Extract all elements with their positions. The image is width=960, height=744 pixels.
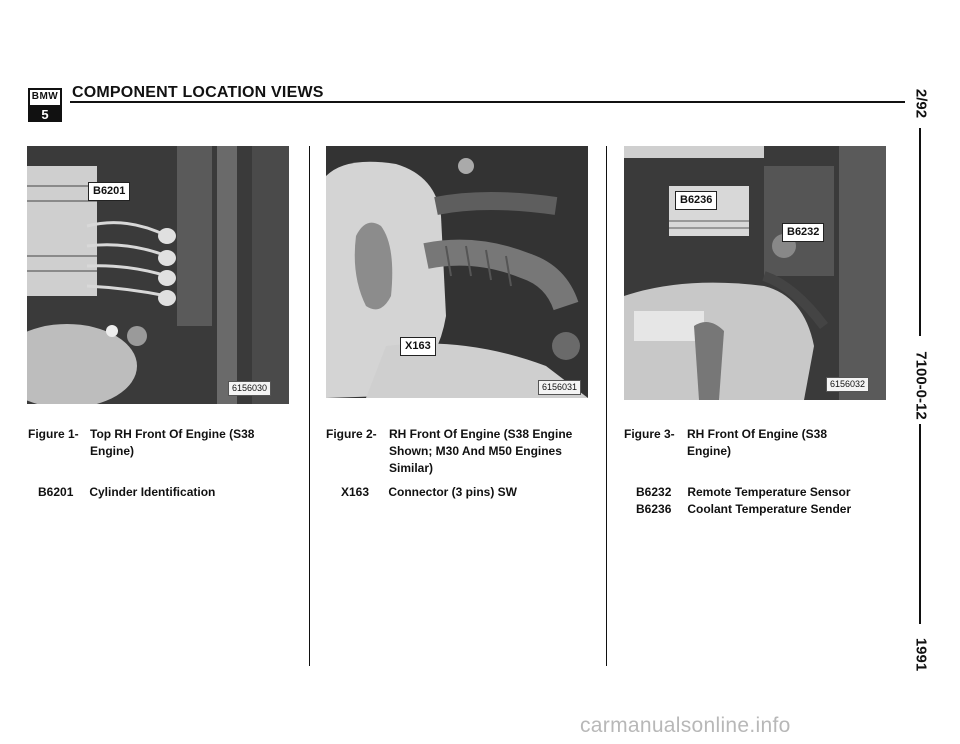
legend-description: Connector (3 pins) SW (388, 485, 518, 499)
legend-code: X163 (341, 485, 370, 499)
figure-2-caption-line: RH Front Of Engine (S38 Engine (389, 427, 573, 441)
column-divider-2 (606, 146, 607, 666)
figure-3-callout-b6232: B6232 (782, 223, 824, 242)
figure-3-photo (624, 146, 886, 400)
bmw-5-logo (28, 88, 62, 122)
figure-1-label: Figure 1- (28, 427, 79, 441)
figure-3-caption-line: Engine) (687, 444, 731, 458)
figure-1-photo (27, 146, 289, 404)
figure-2-caption-line: Shown; M30 And M50 Engines (389, 444, 562, 458)
engine-photo-illustration (624, 146, 886, 400)
engine-photo-illustration (27, 146, 289, 404)
figure-1-caption-line: Top RH Front Of Engine (S38 (90, 427, 255, 441)
figure-3-caption-line: RH Front Of Engine (S38 (687, 427, 828, 441)
figure-3-photo-number: 6156032 (826, 377, 869, 392)
figure-3-legend-item (636, 484, 851, 501)
logo-brand-text: BMW (30, 90, 60, 107)
figure-2-photo (326, 146, 588, 398)
margin-year: 1991 (912, 637, 930, 672)
margin-rule-bottom (919, 424, 921, 624)
header-divider (70, 101, 905, 103)
figure-1-caption-line: Engine) (90, 444, 134, 458)
figure-2-caption-line: Similar) (389, 461, 434, 475)
engine-photo-illustration (326, 146, 588, 398)
watermark: carmanualsonline.info (580, 714, 791, 737)
page-title: COMPONENT LOCATION VIEWS (72, 84, 324, 101)
logo-series-text: 5 (30, 107, 60, 122)
figure-3-label: Figure 3- (624, 427, 675, 441)
figure-3-callout-b6236: B6236 (675, 191, 717, 210)
legend-description: Coolant Temperature Sender (687, 502, 852, 516)
legend-code: B6232 (636, 485, 672, 499)
margin-date: 2/92 (912, 88, 930, 119)
figure-3-caption (624, 426, 894, 458)
legend-code: B6201 (38, 485, 74, 499)
figure-1-callout-b6201: B6201 (88, 182, 130, 201)
column-divider-1 (309, 146, 310, 666)
legend-description: Remote Temperature Sensor (687, 485, 851, 499)
figure-2-legend-item (341, 484, 517, 501)
figure-1-photo-number: 6156030 (228, 381, 271, 396)
figure-2-callout-x163: X163 (400, 337, 436, 356)
margin-rule-top (919, 128, 921, 336)
figure-1-legend-item (38, 484, 215, 501)
legend-code: B6236 (636, 502, 672, 516)
figure-3-legend-item (636, 501, 851, 518)
figure-1-caption (28, 426, 298, 458)
figure-2-label: Figure 2- (326, 427, 377, 441)
margin-page-code: 7100-0-12 (912, 351, 930, 420)
figure-2-photo-number: 6156031 (538, 380, 581, 395)
legend-description: Cylinder Identification (89, 485, 216, 499)
figure-2-caption (326, 426, 596, 475)
